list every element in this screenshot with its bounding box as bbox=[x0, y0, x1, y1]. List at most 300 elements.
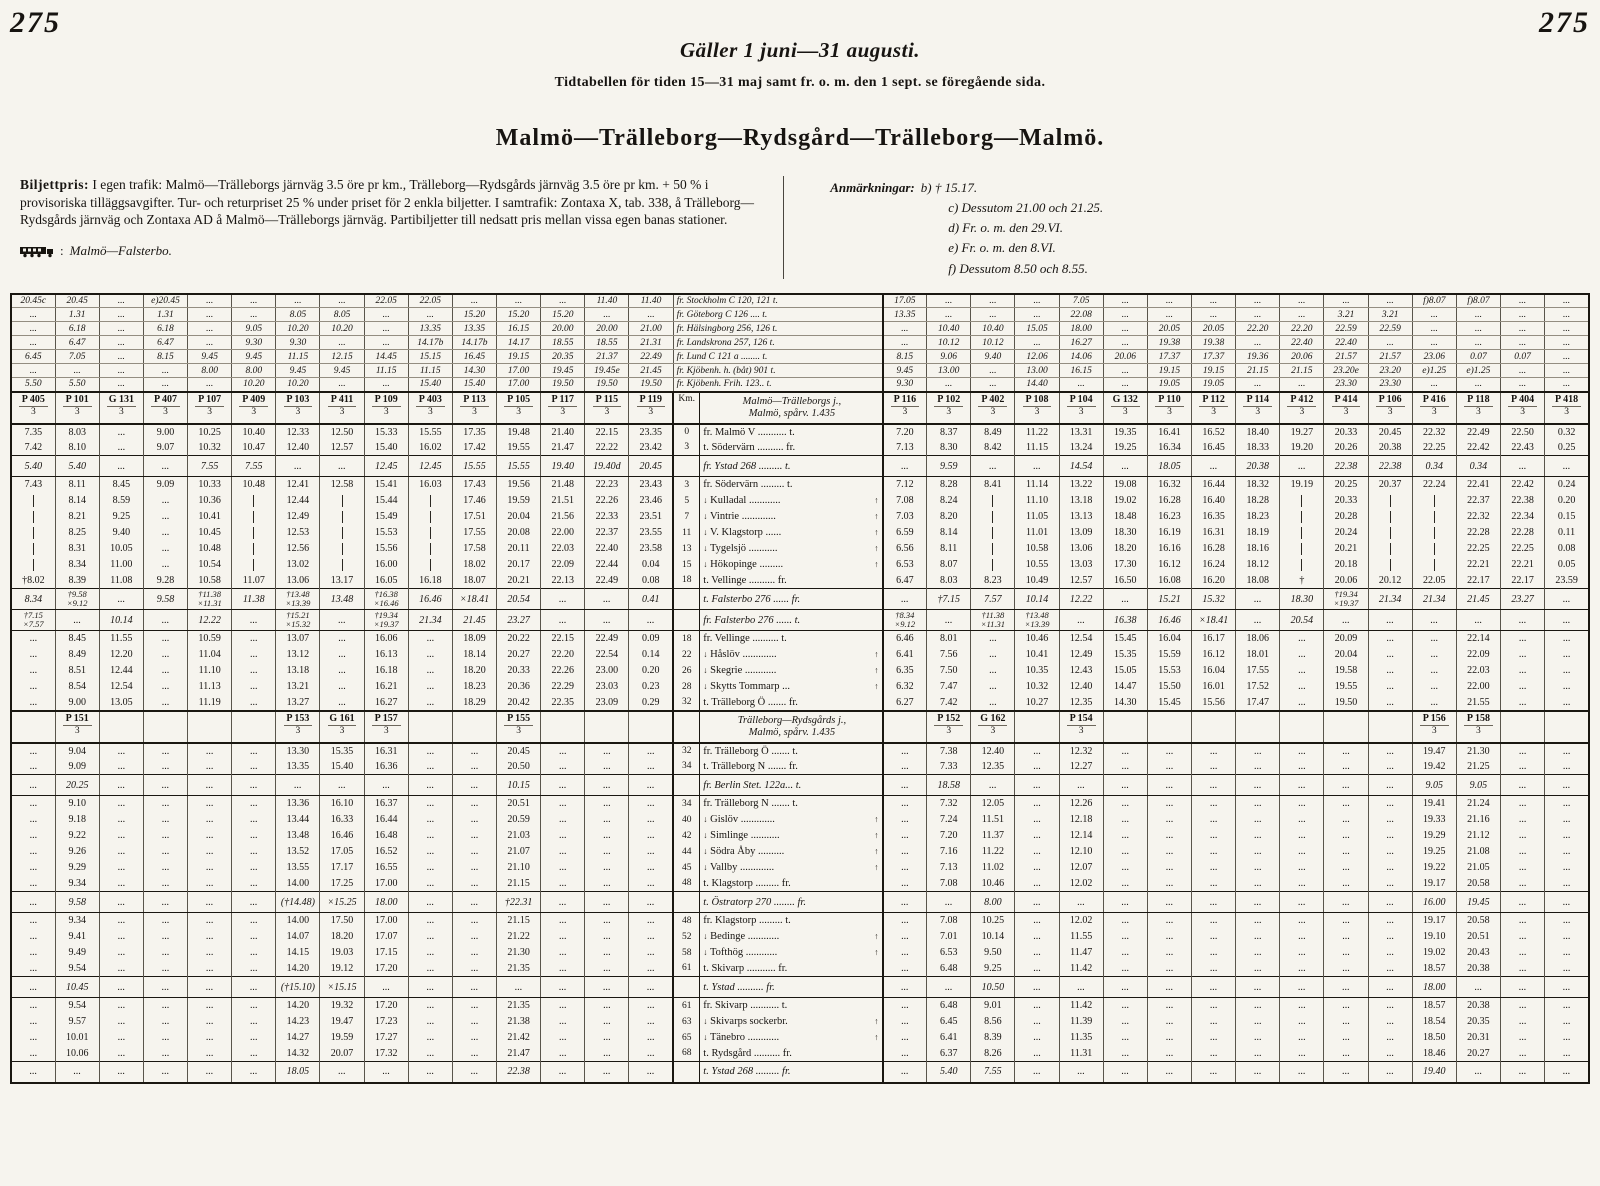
time-cell: 22.25 bbox=[1501, 541, 1545, 557]
time-cell: 13.35 bbox=[452, 322, 496, 336]
time-cell: 8.39 bbox=[55, 573, 99, 589]
time-cell: ... bbox=[143, 525, 187, 541]
time-cell: ... bbox=[1324, 1014, 1368, 1030]
time-cell: 22.43 bbox=[1501, 440, 1545, 456]
time-cell: ... bbox=[1015, 796, 1059, 812]
time-cell: ... bbox=[11, 364, 55, 378]
time-cell: ... bbox=[188, 828, 232, 844]
time-cell: 9.49 bbox=[55, 945, 99, 961]
station-cell: t. Rydsgård .......... fr. bbox=[700, 1046, 883, 1062]
time-cell: ... bbox=[232, 860, 276, 876]
time-cell: ... bbox=[1192, 775, 1236, 796]
train-number-cell bbox=[320, 711, 364, 743]
train-number-cell bbox=[1103, 711, 1147, 743]
time-cell: ... bbox=[408, 1062, 452, 1083]
time-cell: 15.53 bbox=[364, 525, 408, 541]
time-cell: ... bbox=[1412, 679, 1456, 695]
time-cell: 21.38 bbox=[497, 1014, 541, 1030]
time-cell: ... bbox=[1501, 775, 1545, 796]
time-cell: 13.44 bbox=[276, 812, 320, 828]
time-cell: 11.19 bbox=[188, 695, 232, 711]
time-cell: 12.54 bbox=[1059, 631, 1103, 647]
time-cell: 12.22 bbox=[188, 610, 232, 631]
time-cell: ... bbox=[11, 929, 55, 945]
time-cell: 8.37 bbox=[927, 424, 971, 440]
time-cell: ... bbox=[971, 631, 1015, 647]
time-cell: 16.18 bbox=[408, 573, 452, 589]
remarks-lines bbox=[830, 178, 1590, 279]
time-cell bbox=[1412, 541, 1456, 557]
time-cell: 22.29 bbox=[541, 679, 585, 695]
time-cell: 18.57 bbox=[1412, 998, 1456, 1014]
time-cell: ... bbox=[629, 759, 673, 775]
time-cell: ... bbox=[1545, 977, 1589, 998]
time-cell: 20.04 bbox=[1324, 647, 1368, 663]
time-cell: 9.45 bbox=[320, 364, 364, 378]
time-cell: ... bbox=[99, 876, 143, 892]
time-cell: 12.33 bbox=[276, 424, 320, 440]
train-number-cell bbox=[364, 392, 408, 424]
time-cell: ... bbox=[1103, 1062, 1147, 1083]
time-cell: ... bbox=[143, 663, 187, 679]
time-cell: ... bbox=[1103, 364, 1147, 378]
time-cell: ... bbox=[1280, 456, 1324, 477]
time-cell bbox=[1280, 557, 1324, 573]
time-cell: 10.49 bbox=[1015, 573, 1059, 589]
time-cell: 17.20 bbox=[364, 998, 408, 1014]
time-cell: ... bbox=[1501, 647, 1545, 663]
time-cell: ... bbox=[1015, 294, 1059, 308]
time-cell: ... bbox=[11, 1046, 55, 1062]
time-cell: ... bbox=[1412, 378, 1456, 392]
time-cell: 20.27 bbox=[1456, 1046, 1500, 1062]
time-cell: 19.05 bbox=[1192, 378, 1236, 392]
km-cell: 26 bbox=[673, 663, 700, 679]
time-cell: 9.25 bbox=[99, 509, 143, 525]
time-cell: ... bbox=[1236, 812, 1280, 828]
branch-up-arrow: ↑ bbox=[874, 931, 879, 942]
branch-up-arrow: ↑ bbox=[874, 495, 879, 506]
time-cell: 22.54 bbox=[585, 647, 629, 663]
time-cell: ... bbox=[99, 1030, 143, 1046]
time-cell: ... bbox=[1236, 378, 1280, 392]
time-cell: 16.00 bbox=[1412, 892, 1456, 913]
km-cell: 22 bbox=[673, 647, 700, 663]
time-cell: 9.01 bbox=[971, 998, 1015, 1014]
time-cell: 19.15 bbox=[1192, 364, 1236, 378]
remark-line: c) Dessutom 21.00 och 21.25. bbox=[948, 200, 1104, 216]
time-cell: 10.35 bbox=[1015, 663, 1059, 679]
time-cell: 9.45 bbox=[883, 364, 927, 378]
class-label: 3 bbox=[934, 725, 963, 736]
time-cell: ... bbox=[408, 945, 452, 961]
time-cell: ... bbox=[143, 844, 187, 860]
time-cell: 20.28 bbox=[1324, 509, 1368, 525]
time-cell: 6.18 bbox=[143, 322, 187, 336]
time-cell: ... bbox=[99, 456, 143, 477]
time-cell: ... bbox=[1103, 1014, 1147, 1030]
time-cell: 3.21 bbox=[1324, 308, 1368, 322]
time-cell: 22.26 bbox=[585, 493, 629, 509]
time-cell: † bbox=[1280, 573, 1324, 589]
time-cell: ... bbox=[883, 844, 927, 860]
time-cell: f)8.07 bbox=[1456, 294, 1500, 308]
time-cell: 9.18 bbox=[55, 812, 99, 828]
feeder-row bbox=[11, 350, 1589, 364]
time-cell: 12.40 bbox=[1059, 679, 1103, 695]
time-cell: ... bbox=[585, 1014, 629, 1030]
class-label: 3 bbox=[1243, 406, 1272, 417]
train-number: P 418 bbox=[1555, 393, 1579, 405]
class-label: 3 bbox=[284, 725, 313, 736]
time-cell: †16.38 ×16.46 bbox=[364, 589, 408, 610]
time-cell: ... bbox=[541, 294, 585, 308]
km-cell: 3 bbox=[673, 440, 700, 456]
time-cell: 0.41 bbox=[629, 589, 673, 610]
time-cell: 9.05 bbox=[232, 322, 276, 336]
km-cell: 48 bbox=[673, 913, 700, 929]
time-cell: ... bbox=[1501, 945, 1545, 961]
station-row bbox=[11, 663, 1589, 679]
time-cell: ... bbox=[188, 1062, 232, 1083]
km-cell: 58 bbox=[673, 945, 700, 961]
class-label: 3 bbox=[504, 725, 533, 736]
train-number-cell bbox=[1456, 392, 1500, 424]
time-cell: ... bbox=[1015, 308, 1059, 322]
time-cell bbox=[11, 509, 55, 525]
time-cell: 12.44 bbox=[276, 493, 320, 509]
time-cell: 8.20 bbox=[927, 509, 971, 525]
time-cell: 12.49 bbox=[1059, 647, 1103, 663]
time-cell: ... bbox=[143, 456, 187, 477]
time-cell: 16.02 bbox=[408, 440, 452, 456]
time-cell: 7.16 bbox=[927, 844, 971, 860]
time-cell: 21.35 bbox=[497, 961, 541, 977]
time-cell: ... bbox=[585, 759, 629, 775]
time-cell: ... bbox=[1015, 1046, 1059, 1062]
time-cell: ... bbox=[1192, 892, 1236, 913]
km-cell: 3 bbox=[673, 477, 700, 493]
time-cell: ... bbox=[585, 1062, 629, 1083]
time-cell: 9.30 bbox=[276, 336, 320, 350]
time-cell: ... bbox=[1501, 812, 1545, 828]
time-cell: ... bbox=[320, 631, 364, 647]
time-cell: 20.21 bbox=[497, 573, 541, 589]
time-cell: ... bbox=[1236, 589, 1280, 610]
time-cell: ... bbox=[408, 1046, 452, 1062]
time-cell: ... bbox=[1015, 998, 1059, 1014]
time-cell: 16.41 bbox=[1147, 424, 1191, 440]
time-cell: 7.08 bbox=[927, 913, 971, 929]
train-number-cell bbox=[629, 711, 673, 743]
class-label: 3 bbox=[548, 406, 577, 417]
class-label: 3 bbox=[460, 406, 489, 417]
time-cell: 21.34 bbox=[1412, 589, 1456, 610]
time-cell: ... bbox=[232, 892, 276, 913]
time-cell: ... bbox=[541, 589, 585, 610]
time-cell: 19.56 bbox=[497, 477, 541, 493]
time-cell: ... bbox=[1280, 663, 1324, 679]
time-cell: ... bbox=[541, 1014, 585, 1030]
time-cell: 8.34 bbox=[55, 557, 99, 573]
time-cell: ... bbox=[1280, 743, 1324, 759]
time-cell: ... bbox=[585, 743, 629, 759]
station-row bbox=[11, 589, 1589, 610]
time-cell: ... bbox=[1324, 945, 1368, 961]
time-cell: 20.17 bbox=[497, 557, 541, 573]
time-cell: ... bbox=[1103, 336, 1147, 350]
time-cell: ... bbox=[1103, 860, 1147, 876]
km-cell bbox=[673, 892, 700, 913]
time-cell: 9.30 bbox=[232, 336, 276, 350]
time-cell: 10.20 bbox=[320, 322, 364, 336]
time-cell: 16.50 bbox=[1103, 573, 1147, 589]
station-row bbox=[11, 424, 1589, 440]
time-cell: 22.59 bbox=[1324, 322, 1368, 336]
time-cell bbox=[232, 509, 276, 525]
feeder-station-cell: fr. Kjöbenh. Frih. 123.. t. bbox=[673, 378, 882, 392]
branch-up-arrow: ↑ bbox=[874, 846, 879, 857]
time-cell: 19.59 bbox=[320, 1030, 364, 1046]
class-label: 3 bbox=[1552, 406, 1581, 417]
time-cell: 16.31 bbox=[1192, 525, 1236, 541]
time-cell: ... bbox=[276, 294, 320, 308]
time-cell: ... bbox=[1103, 759, 1147, 775]
time-cell: 12.56 bbox=[276, 541, 320, 557]
time-cell: †15.21 ×15.32 bbox=[276, 610, 320, 631]
time-cell: 12.06 bbox=[1015, 350, 1059, 364]
time-cell: ×18.41 bbox=[1192, 610, 1236, 631]
time-cell: ... bbox=[971, 364, 1015, 378]
time-cell: ... bbox=[143, 961, 187, 977]
time-cell: ... bbox=[11, 743, 55, 759]
time-cell: ... bbox=[629, 860, 673, 876]
time-cell: ... bbox=[1324, 860, 1368, 876]
train-number-cell bbox=[364, 711, 408, 743]
branch-down-arrow: ↓ bbox=[703, 947, 708, 958]
time-cell: ... bbox=[320, 336, 364, 350]
time-cell: ... bbox=[1368, 812, 1412, 828]
train-number-cell bbox=[1147, 711, 1191, 743]
time-cell: 19.27 bbox=[1280, 424, 1324, 440]
time-cell: ... bbox=[585, 796, 629, 812]
station-cell: ↓ Hökopinge ......... ↑ bbox=[700, 557, 883, 573]
time-cell: ... bbox=[408, 844, 452, 860]
time-cell: 8.10 bbox=[55, 440, 99, 456]
time-cell: ... bbox=[1192, 929, 1236, 945]
time-cell: 13.36 bbox=[276, 796, 320, 812]
train-number: P 102 bbox=[937, 393, 961, 405]
time-cell: 19.08 bbox=[1103, 477, 1147, 493]
time-cell: 21.15 bbox=[497, 913, 541, 929]
km-header-cell bbox=[673, 711, 700, 743]
feeder-row bbox=[11, 294, 1589, 308]
time-cell: 18.01 bbox=[1236, 647, 1280, 663]
time-cell: ... bbox=[364, 322, 408, 336]
time-cell: ... bbox=[1545, 631, 1589, 647]
time-cell: 9.10 bbox=[55, 796, 99, 812]
train-number-cell bbox=[1059, 392, 1103, 424]
time-cell: ... bbox=[143, 509, 187, 525]
time-cell: ... bbox=[188, 998, 232, 1014]
time-cell: ... bbox=[585, 929, 629, 945]
time-cell bbox=[971, 541, 1015, 557]
time-cell: ... bbox=[408, 860, 452, 876]
time-cell: 22.42 bbox=[1501, 477, 1545, 493]
time-cell: ... bbox=[1192, 1014, 1236, 1030]
time-cell: 15.20 bbox=[452, 308, 496, 322]
train-number-cell bbox=[232, 711, 276, 743]
class-label: 3 bbox=[504, 406, 533, 417]
station-row bbox=[11, 743, 1589, 759]
time-cell: 22.20 bbox=[1280, 322, 1324, 336]
time-cell: ... bbox=[99, 961, 143, 977]
time-cell: 20.50 bbox=[497, 759, 541, 775]
time-cell: ×15.25 bbox=[320, 892, 364, 913]
station-cell: t. Ystad 268 ......... fr. bbox=[700, 1062, 883, 1083]
time-cell: ... bbox=[1324, 929, 1368, 945]
train-number-cell bbox=[55, 392, 99, 424]
time-cell: ... bbox=[1501, 913, 1545, 929]
time-cell bbox=[1368, 541, 1412, 557]
branch-up-arrow: ↑ bbox=[874, 649, 879, 660]
time-cell: 19.45 bbox=[541, 364, 585, 378]
time-cell: ... bbox=[1192, 828, 1236, 844]
time-cell: ... bbox=[1545, 961, 1589, 977]
time-cell: 17.35 bbox=[452, 424, 496, 440]
remarks-label: Anmärkningar: bbox=[830, 180, 915, 195]
time-cell: 15.50 bbox=[1147, 679, 1191, 695]
time-cell: ... bbox=[188, 294, 232, 308]
time-cell: ... bbox=[408, 679, 452, 695]
time-cell: 22.21 bbox=[1501, 557, 1545, 573]
time-cell: 20.12 bbox=[1368, 573, 1412, 589]
time-cell: 8.45 bbox=[55, 631, 99, 647]
fare-note bbox=[10, 176, 784, 279]
train-number-cell bbox=[320, 392, 364, 424]
branch-down-arrow: ↓ bbox=[703, 649, 708, 660]
time-cell: 15.55 bbox=[408, 424, 452, 440]
time-cell: ... bbox=[1368, 631, 1412, 647]
time-cell: ... bbox=[11, 322, 55, 336]
time-cell: 11.55 bbox=[1059, 929, 1103, 945]
time-cell: ... bbox=[629, 977, 673, 998]
time-cell: ... bbox=[1103, 876, 1147, 892]
time-cell: 19.05 bbox=[1147, 378, 1191, 392]
time-cell: 10.20 bbox=[232, 378, 276, 392]
time-cell: 7.55 bbox=[188, 456, 232, 477]
time-cell: ... bbox=[1280, 647, 1324, 663]
time-cell: 20.05 bbox=[1147, 322, 1191, 336]
time-cell: ... bbox=[99, 378, 143, 392]
train-number-cell bbox=[1147, 392, 1191, 424]
time-cell: 13.06 bbox=[276, 573, 320, 589]
station-cell: ↓ Kulladal ............ ↑ bbox=[700, 493, 883, 509]
time-cell: 10.06 bbox=[55, 1046, 99, 1062]
train-number: P 112 bbox=[1202, 393, 1225, 405]
train-icon bbox=[20, 245, 54, 258]
km-cell: 13 bbox=[673, 541, 700, 557]
time-cell: ... bbox=[1103, 1030, 1147, 1046]
train-number-cell bbox=[541, 711, 585, 743]
train-number: P 105 bbox=[507, 393, 531, 405]
time-cell: ... bbox=[1368, 876, 1412, 892]
time-cell: ... bbox=[1015, 775, 1059, 796]
time-cell: ... bbox=[408, 929, 452, 945]
tram-colon: : bbox=[60, 242, 64, 258]
time-cell: 7.08 bbox=[927, 876, 971, 892]
time-cell: ... bbox=[1236, 294, 1280, 308]
time-cell: 22.38 bbox=[1368, 456, 1412, 477]
time-cell: ... bbox=[1236, 945, 1280, 961]
time-cell: 22.40 bbox=[1324, 336, 1368, 350]
time-cell: 1.31 bbox=[55, 308, 99, 322]
time-cell: 8.14 bbox=[55, 493, 99, 509]
time-cell: 9.30 bbox=[883, 378, 927, 392]
time-cell: ... bbox=[408, 1014, 452, 1030]
time-cell: ... bbox=[1545, 860, 1589, 876]
time-cell: 11.40 bbox=[585, 294, 629, 308]
time-cell: ... bbox=[541, 860, 585, 876]
time-cell: ... bbox=[1236, 876, 1280, 892]
time-cell: 5.50 bbox=[11, 378, 55, 392]
time-cell: ... bbox=[629, 961, 673, 977]
class-label: 3 bbox=[934, 406, 963, 417]
time-cell: ... bbox=[585, 610, 629, 631]
time-cell: 20.09 bbox=[1324, 631, 1368, 647]
time-cell: 19.33 bbox=[1412, 812, 1456, 828]
time-cell: †19.34 ×19.37 bbox=[364, 610, 408, 631]
time-cell: 20.58 bbox=[1456, 876, 1500, 892]
time-cell: ... bbox=[629, 892, 673, 913]
time-cell: 22.42 bbox=[1456, 440, 1500, 456]
time-cell: ... bbox=[1324, 998, 1368, 1014]
time-cell: ... bbox=[143, 796, 187, 812]
train-number-cell bbox=[1368, 711, 1412, 743]
time-cell: ... bbox=[143, 1062, 187, 1083]
time-cell: ... bbox=[1015, 844, 1059, 860]
validity-subtitle: Tidtabellen för tiden 15—31 maj samt fr. o. m. den 1 sept. se föregående sida. bbox=[554, 75, 1046, 90]
time-cell: ... bbox=[1501, 1030, 1545, 1046]
time-cell: ... bbox=[541, 844, 585, 860]
time-cell: ... bbox=[1501, 610, 1545, 631]
time-cell: 22.37 bbox=[585, 525, 629, 541]
time-cell: ... bbox=[1501, 1046, 1545, 1062]
time-cell: ... bbox=[1501, 796, 1545, 812]
time-cell: 21.16 bbox=[1456, 812, 1500, 828]
time-cell: 9.00 bbox=[143, 424, 187, 440]
time-cell: ... bbox=[188, 378, 232, 392]
branch-down-arrow: ↓ bbox=[703, 681, 708, 692]
branch-up-arrow: ↑ bbox=[874, 527, 879, 538]
time-cell: ... bbox=[1015, 1014, 1059, 1030]
time-cell: 6.48 bbox=[927, 998, 971, 1014]
time-cell: 20.22 bbox=[497, 631, 541, 647]
time-cell: 8.26 bbox=[971, 1046, 1015, 1062]
class-label: 3 bbox=[1111, 406, 1140, 417]
time-cell bbox=[232, 525, 276, 541]
time-cell: 10.47 bbox=[232, 440, 276, 456]
time-cell: 20.33 bbox=[1324, 493, 1368, 509]
time-cell: 7.05 bbox=[1059, 294, 1103, 308]
time-cell: 16.48 bbox=[364, 828, 408, 844]
time-cell: 9.41 bbox=[55, 929, 99, 945]
time-cell: ... bbox=[971, 695, 1015, 711]
time-cell: ... bbox=[1147, 945, 1191, 961]
time-cell: 7.01 bbox=[927, 929, 971, 945]
train-number-cell bbox=[883, 711, 927, 743]
time-cell: ... bbox=[1324, 1062, 1368, 1083]
